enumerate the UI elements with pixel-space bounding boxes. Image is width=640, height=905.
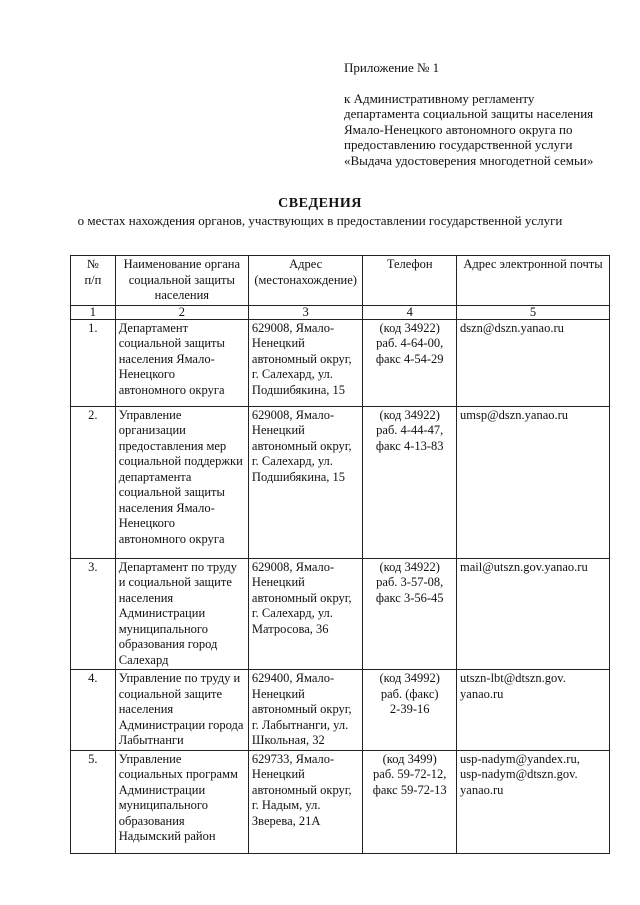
organ-address: 629008, Ямало-Ненецкий автономный округ, г. Салехард, ул. Подшибякина, 15 <box>248 319 362 406</box>
organ-email: usp-nadym@yandex.ru, usp-nadym@dtszn.gov. yanao.ru <box>457 750 610 853</box>
organ-name: Управление по труду и социальной защите населения Администрации города Лабытнанги <box>115 670 248 751</box>
row-number: 1. <box>71 319 116 406</box>
column-number-row <box>71 305 610 319</box>
locations-table <box>70 255 610 854</box>
row-number: 3. <box>71 558 116 670</box>
column-number: 5 <box>457 305 610 319</box>
organ-phone: (код 34992) раб. (факс) 2-39-16 <box>363 670 457 751</box>
organ-email: utszn-lbt@dtszn.gov. yanao.ru <box>457 670 610 751</box>
organ-name: Управление организации предоставления мер социальной поддержки департамента социальной защиты населения Ямало-Ненецкого автономного округа <box>115 406 248 558</box>
appendix-block <box>344 60 604 168</box>
organ-address: 629008, Ямало-Ненецкий автономный округ, г. Салехард, ул. Матросова, 36 <box>248 558 362 670</box>
organ-name: Департамент по труду и социальной защите населения Администрации муниципального образования город Салехард <box>115 558 248 670</box>
table-header-row <box>71 256 610 306</box>
organ-email: umsp@dszn.yanao.ru <box>457 406 610 558</box>
table-row <box>71 319 610 406</box>
document-subtitle: о местах нахождения органов, участвующих в предоставлении государственной услуги <box>77 213 563 228</box>
organ-address: 629008, Ямало-Ненецкий автономный округ, г. Салехард, ул. Подшибякина, 15 <box>248 406 362 558</box>
header-number: № п/п <box>71 256 116 306</box>
organ-phone: (код 3499) раб. 59-72-12, факс 59-72-13 <box>363 750 457 853</box>
row-number: 4. <box>71 670 116 751</box>
organ-address: 629733, Ямало-Ненецкий автономный округ, г. Надым, ул. Зверева, 21А <box>248 750 362 853</box>
organ-email: mail@utszn.gov.yanao.ru <box>457 558 610 670</box>
row-number: 5. <box>71 750 116 853</box>
appendix-number: Приложение № 1 <box>344 60 440 75</box>
column-number: 3 <box>248 305 362 319</box>
row-number: 2. <box>71 406 116 558</box>
organ-phone: (код 34922) раб. 4-64-00, факс 4-54-29 <box>363 319 457 406</box>
header-phone: Телефон <box>363 256 457 306</box>
header-address: Адрес (местонахождение) <box>248 256 362 306</box>
organ-name: Управление социальных программ Администрации муниципального образования Надымский район <box>115 750 248 853</box>
header-name: Наименование органа социальной защиты населения <box>115 256 248 306</box>
document-title: СВЕДЕНИЯ <box>278 196 362 211</box>
organ-name: Департамент социальной защиты населения Ямало-Ненецкого автономного округа <box>115 319 248 406</box>
column-number: 1 <box>71 305 116 319</box>
organ-phone: (код 34922) раб. 4-44-47, факс 4-13-83 <box>363 406 457 558</box>
document-heading <box>0 196 640 229</box>
column-number: 2 <box>115 305 248 319</box>
organ-email: dszn@dszn.yanao.ru <box>457 319 610 406</box>
table-row <box>71 670 610 751</box>
table-row <box>71 558 610 670</box>
organ-address: 629400, Ямало-Ненецкий автономный округ, г. Лабытнанги, ул. Школьная, 32 <box>248 670 362 751</box>
header-email: Адрес электронной почты <box>457 256 610 306</box>
table-row <box>71 750 610 853</box>
column-number: 4 <box>363 305 457 319</box>
appendix-text: к Административному регламенту департамента социальной защиты населения Ямало-Ненецкого автономного округа по предоставлению государственной услуги «Выдача удостоверения многодетной семьи» <box>344 90 594 168</box>
organ-phone: (код 34922) раб. 3-57-08, факс 3-56-45 <box>363 558 457 670</box>
table-row <box>71 406 610 558</box>
